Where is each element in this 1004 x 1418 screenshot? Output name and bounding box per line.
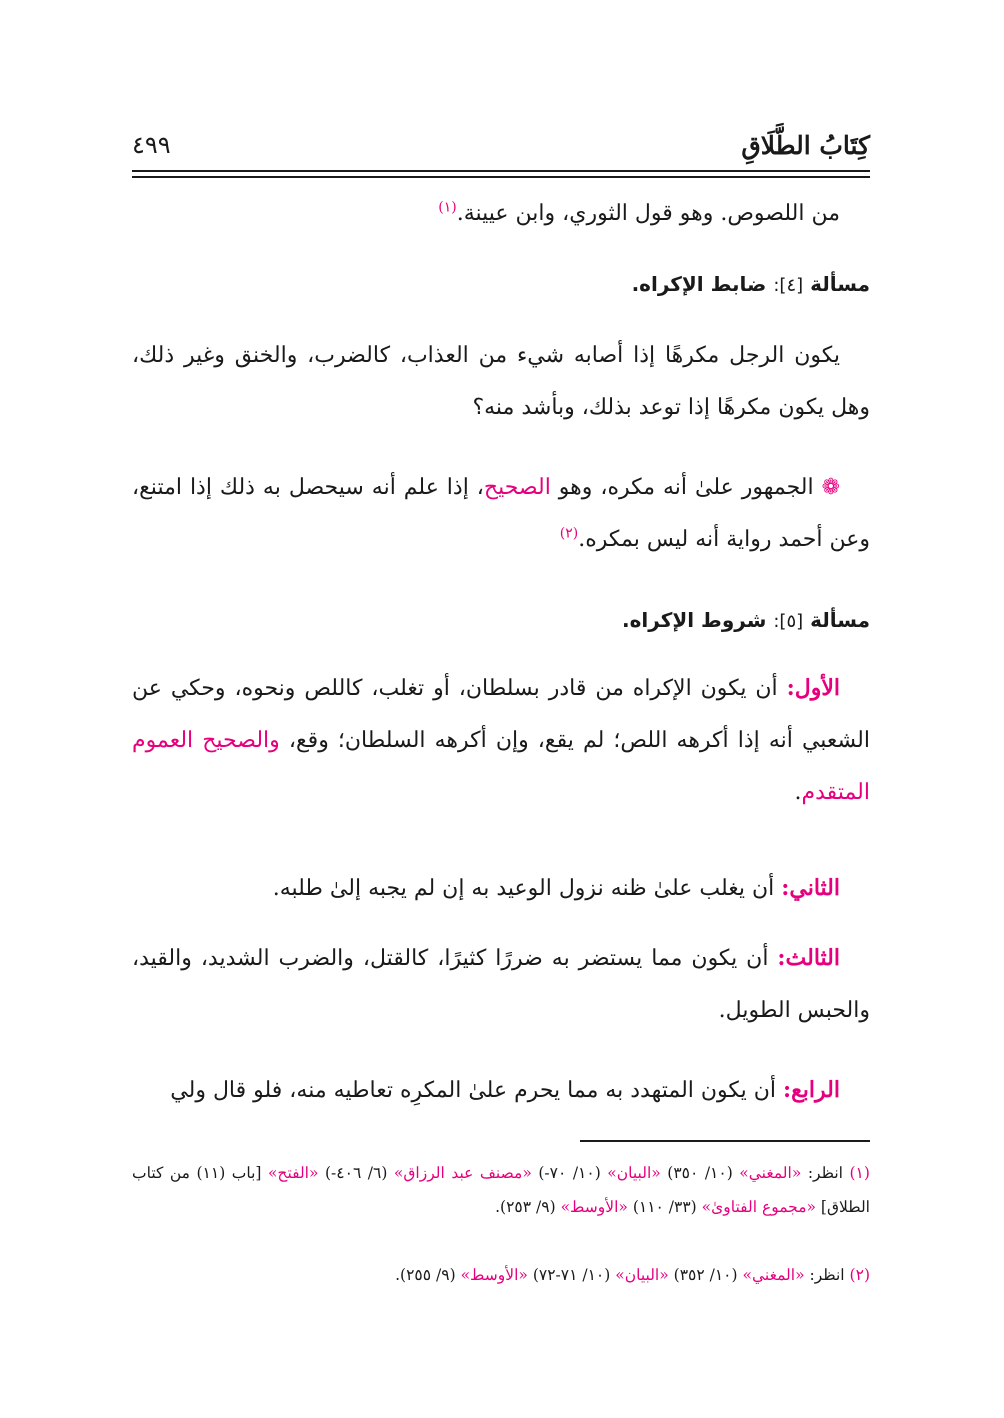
condition-sahih: والصحيح العموم المتقدم xyxy=(132,728,870,805)
footnote-text: (٣٣/ ١١٠) xyxy=(632,1198,697,1216)
footnote-text: (٩/ ٢٥٥). xyxy=(395,1266,456,1284)
heading-label: مسألة xyxy=(810,272,870,296)
condition-text: أن يكون مما يستضر به ضررًا كثيرًا، كالقتل، والضرب الشديد، والقيد، والحبس الطويل. xyxy=(132,946,870,1023)
footnote-number: (١) xyxy=(849,1164,870,1182)
footnote-ref-2[interactable]: (٢) xyxy=(559,525,579,542)
heading-number: [٤]: xyxy=(773,275,804,296)
heading-title: شروط الإكراه. xyxy=(622,608,767,632)
heading-label: مسألة xyxy=(810,608,870,632)
header-rule-bottom xyxy=(132,176,870,178)
footnote-text: (١٠/ ٧١-٧٢) xyxy=(532,1266,611,1284)
footnote-text: انظر: xyxy=(807,1164,843,1182)
footnote-source: «الأوسط» xyxy=(460,1266,528,1284)
footnote-source: «المغني» xyxy=(739,1164,802,1182)
condition-text: أن يكون المتهدد به مما يحرم علىٰ المكرِه تعاطيه منه، فلو قال ولي xyxy=(170,1078,776,1103)
condition-third xyxy=(132,932,870,1037)
flower-icon: ❁ xyxy=(821,475,840,500)
footnote-text: (٩/ ٢٥٣). xyxy=(495,1198,556,1216)
ruling-text-b: ، إذا علم أنه سيحصل به ذلك إذا امتنع، وعن أحمد رواية أنه ليس بمكره. xyxy=(132,475,870,552)
footnote-text: انظر: xyxy=(809,1266,845,1284)
footnote-2 xyxy=(132,1258,870,1292)
footnote-separator xyxy=(580,1140,870,1142)
ruling-sahih: الصحيح xyxy=(483,475,551,500)
footnote-source: «البيان» xyxy=(615,1266,669,1284)
footnote-text: (٦/ ٤٠٦-) xyxy=(325,1164,388,1182)
footnote-1 xyxy=(132,1156,870,1224)
condition-label: الرابع: xyxy=(782,1077,840,1103)
paragraph-continuation xyxy=(132,188,870,240)
condition-end: . xyxy=(794,780,802,805)
footnote-ref-1[interactable]: (١) xyxy=(438,199,457,216)
condition-text: أن يكون الإكراه من قادر بسلطان، أو تغلب، كاللص ونحوه، وحكي عن الشعبي أنه إذا أكرهه اللص؛ لم يقع، وإن أكرهه السلطان؛ وقع، xyxy=(132,676,870,753)
footnote-source: «مجموع الفتاوىٰ» xyxy=(701,1198,816,1216)
section-heading-5 xyxy=(132,594,870,648)
footnote-source: «البيان» xyxy=(607,1164,661,1182)
heading-title: ضابط الإكراه. xyxy=(631,272,767,296)
paragraph-ruling xyxy=(132,462,870,566)
footnote-text: (١٠/ ٧٠-) xyxy=(538,1164,601,1182)
header-rule-top xyxy=(132,170,870,172)
page-header xyxy=(132,125,870,165)
footnote-source: «الأوسط» xyxy=(560,1198,628,1216)
footnote-number: (٢) xyxy=(849,1266,870,1284)
condition-label: الثالث: xyxy=(777,945,840,971)
condition-label: الثاني: xyxy=(781,875,840,901)
footnote-source: «مصنف عبد الرزاق» xyxy=(393,1164,532,1182)
condition-text: أن يغلب علىٰ ظنه نزول الوعيد به إن لم يجبه إلىٰ طلبه. xyxy=(272,876,775,901)
condition-label: الأول: xyxy=(786,675,840,701)
condition-fourth xyxy=(132,1064,870,1117)
footnote-text: (١٠/ ٣٥٢) xyxy=(673,1266,738,1284)
condition-first xyxy=(132,662,870,819)
footnote-source: «الفتح» xyxy=(267,1164,319,1182)
paragraph-text: من اللصوص. وهو قول الثوري، وابن عيينة. xyxy=(456,201,840,226)
book-page xyxy=(132,0,870,1418)
footnote-source: «المغني» xyxy=(742,1266,805,1284)
footnote-text: [باب (١١) من كتاب الطلاق] xyxy=(132,1164,870,1216)
footnote-text: (١٠/ ٣٥٠) xyxy=(667,1164,733,1182)
ruling-text-a: الجمهور علىٰ أنه مكره، وهو xyxy=(558,475,814,500)
paragraph-definition: يكون الرجل مكرهًا إذا أصابه شيء من العذاب، كالضرب، والخنق وغير ذلك، وهل يكون مكرهًا إذا توعد بذلك، وبأشد منه؟ xyxy=(132,343,870,420)
page-number: ٤٩٩ xyxy=(132,131,171,159)
condition-second xyxy=(132,862,870,915)
section-heading-4 xyxy=(132,258,870,312)
heading-number: [٥]: xyxy=(773,611,804,632)
running-title: كِتَابُ الطَّلَاقِ xyxy=(741,130,870,160)
